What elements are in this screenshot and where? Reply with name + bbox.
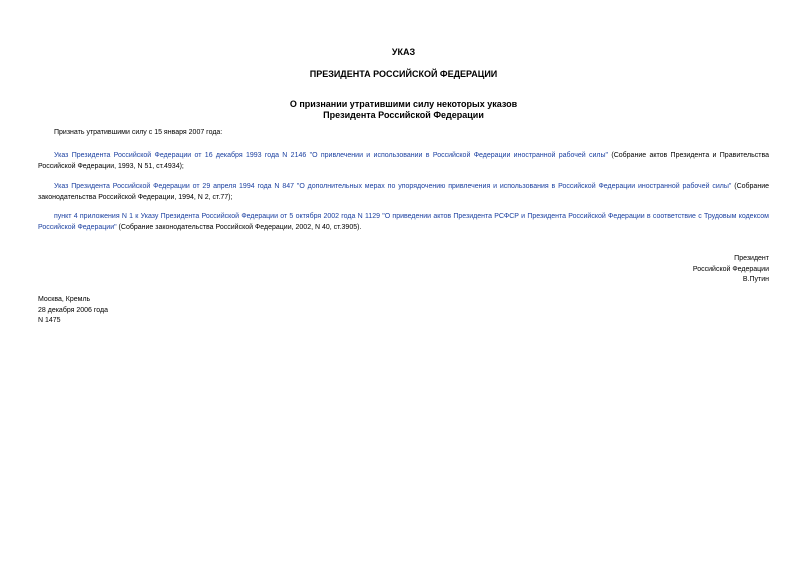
signature-title: Президент [734, 255, 769, 262]
document-number: N 1475 [38, 317, 61, 324]
subject-line-2: Президента Российской Федерации [323, 110, 484, 120]
subject-line-1: О признании утратившими силу некоторых указов [289, 99, 518, 109]
signature-name: В.Путин [742, 276, 769, 283]
repealed-item-2-source: (Собрание законодательства Российской Федерации, 1994, N 2, ст.77); [38, 183, 769, 201]
signature-block [693, 254, 769, 286]
repealed-item-1-source: (Собрание актов Президента и Правительства Российской Федерации, 1993, N 51, ст.4934); [38, 152, 769, 170]
repealed-item-2 [38, 182, 769, 203]
place-date: 28 декабря 2006 года [38, 306, 109, 314]
document-issuer-title: ПРЕЗИДЕНТА РОССИЙСКОЙ ФЕДЕРАЦИИ [309, 69, 498, 79]
repealed-item-1 [38, 151, 769, 172]
repealed-item-3-link[interactable]: пункт 4 приложения N 1 к Указу Президента Российской Федерации от 5 октября 2002 года N 1129 "О приведении актов Президента РСФСР и Президента Российской Федерации в соответствие с Трудовым кодексом Российской Федерации" [38, 213, 769, 231]
document-subject [0, 99, 807, 121]
repealed-item-3 [38, 212, 769, 233]
document-type-title: УКАЗ [391, 47, 416, 57]
signature-title-country: Российской Федерации [692, 265, 769, 273]
intro-paragraph: Признать утратившими силу с 15 января 2007 года: [54, 129, 223, 136]
repealed-item-1-link[interactable]: Указ Президента Российской Федерации от 16 декабря 1993 года N 2146 "О привлечении и использовании в Российской Федерации иностранной рабочей силы" [54, 152, 609, 159]
repealed-item-3-source: (Собрание законодательства Российской Федерации, 2002, N 40, ст.3905). [116, 223, 362, 231]
place-location: Москва, Кремль [38, 296, 91, 303]
repealed-item-2-link[interactable]: Указ Президента Российской Федерации от 29 апреля 1994 года N 847 "О дополнительных мерах по упорядочению привлечения и использования в Российской Федерации иностранной рабочей силы" [54, 183, 732, 190]
place-date-block [38, 295, 108, 327]
